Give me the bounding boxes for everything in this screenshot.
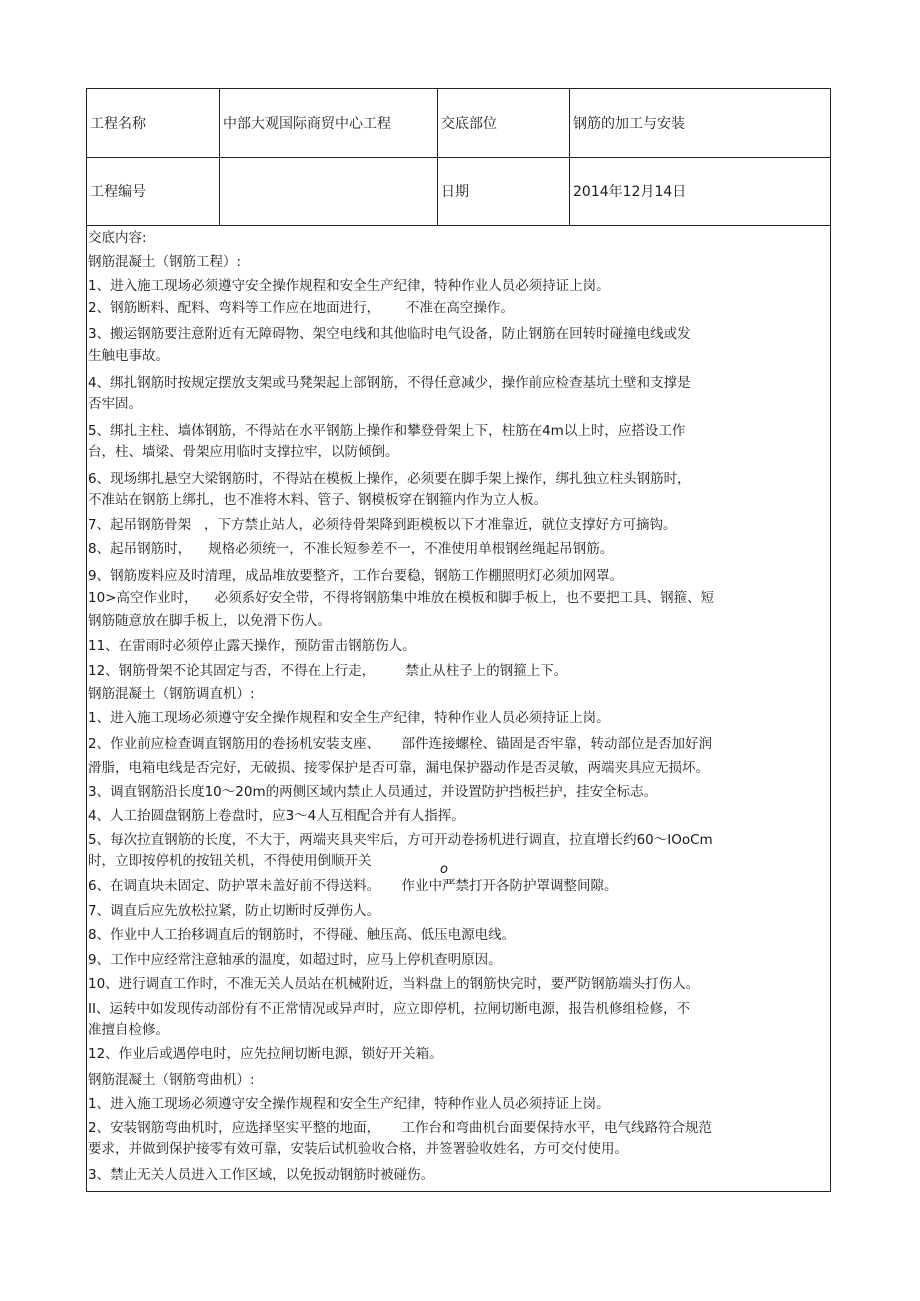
content-line: 3、调直钢筋沿长度10～20m的两侧区域内禁止人员通过，并设置防护挡板拦护，挂安全标志。 xyxy=(88,784,658,800)
disclosure-part-label: 交底部位 xyxy=(441,116,497,132)
content-line: 9、工作中应经常注意轴承的温度，如超过时，应马上停机查明原因。 xyxy=(88,952,502,968)
content-line: 不准站在钢筋上绑扎，也不准将木料、管子、钢模板穿在钢箍内作为立人板。 xyxy=(88,492,547,508)
row-divider xyxy=(86,225,831,226)
disclosure-part-value: 钢筋的加工与安装 xyxy=(573,116,685,132)
content-line: 10>高空作业时， 必须系好安全带，不得将钢筋集中堆放在模板和脚手板上，也不要把工具、钢箍、短 xyxy=(88,590,715,606)
content-line: 要求，并做到保护接零有效可靠，安装后试机验收合格，并签署验收姓名，方可交付使用。 xyxy=(88,1141,628,1157)
content-line: 交底内容: xyxy=(88,230,147,246)
content-line: 台，柱、墙梁、骨架应用临时支撑拉牢，以防倾倒。 xyxy=(88,444,399,460)
content-line: 钢筋随意放在脚手板上，以免滑下伤人。 xyxy=(88,613,331,629)
content-line: 钢筋混凝土（钢筋工程）: xyxy=(88,254,242,270)
content-line: 生触电事故。 xyxy=(88,348,169,364)
content-line: 5、每次拉直钢筋的长度，不大于，两端夹具夹牢后，方可开动卷扬机进行调直，拉直增长约60～IOoCm xyxy=(88,832,713,848)
content-line: 6、在调直块未固定、防护罩未盖好前不得送料。 作业中严禁打开各防护罩调整间隙。 xyxy=(88,878,618,894)
content-line: 7、起吊钢筋骨架 ，下方禁止站人，必须待骨架降到距模板以下才准靠近，就位支撑好方可摘钩。 xyxy=(88,517,677,533)
content-line: 1、进入施工现场必须遵守安全操作规程和安全生产纪律，特种作业人员必须持证上岗。 xyxy=(88,278,610,294)
stray-mark: o xyxy=(440,862,448,877)
content-line: 9、钢筋废料应及时清理，成品堆放要整齐，工作台要稳，钢筋工作棚照明灯必须加网罩。 xyxy=(88,568,624,584)
content-line: 2、作业前应检查调直钢筋用的卷扬机安装支座、 部件连接螺栓、锚固是否牢靠，转动部位是否加好润 xyxy=(88,736,713,752)
content-line: 12、钢筋骨架不论其固定与否，不得在上行走， 禁止从柱子上的钢箍上下。 xyxy=(88,663,568,679)
content-line: 1、进入施工现场必须遵守安全操作规程和安全生产纪律，特种作业人员必须持证上岗。 xyxy=(88,710,610,726)
content-line: 11、在雷雨时必须停止露天操作，预防雷击钢筋伤人。 xyxy=(88,638,416,654)
column-divider xyxy=(219,88,220,226)
content-line: 4、绑扎钢筋时按规定摆放支架或马凳架起上部钢筋，不得任意减少，操作前应检查基坑土壁和支撑是 xyxy=(88,375,691,391)
content-line: 10、进行调直工作时，不准无关人员站在机械附近，当料盘上的钢筋快完时，要严防钢筋端头打伤人。 xyxy=(88,976,700,992)
column-divider xyxy=(569,88,570,226)
date-label: 日期 xyxy=(441,184,469,200)
project-no-label: 工程编号 xyxy=(90,184,146,200)
content-line: 8、起吊钢筋时， 规格必须统一，不准长短参差不一，不准使用单根钢丝绳起吊钢筋。 xyxy=(88,541,614,557)
content-line: 准擅自检修。 xyxy=(88,1022,169,1038)
content-line: 6、现场绑扎悬空大梁钢筋时，不得站在模板上操作，必须要在脚手架上操作，绑扎独立柱头钢筋时， xyxy=(88,471,691,487)
content-line: 2、钢筋断料、配料、弯料等工作应在地面进行， 不准在高空操作。 xyxy=(88,300,514,316)
content-line: 钢筋混凝土（钢筋调直机）: xyxy=(88,686,255,702)
content-line: 12、作业后或遇停电时，应先拉闸切断电源，锁好开关箱。 xyxy=(88,1046,443,1062)
content-line: 5、绑扎主柱、墙体钢筋，不得站在水平钢筋上操作和攀登骨架上下，柱筋在4m以上时，应搭设工作 xyxy=(88,423,686,439)
content-line: 4、人工抬圆盘钢筋上卷盘时，应3～4人互相配合并有人指挥。 xyxy=(88,808,465,824)
content-line: 7、调直后应先放松拉紧，防止切断时反弹伤人。 xyxy=(88,903,381,919)
content-line: 时，立即按停机的按钮关机，不得使用倒顺开关 xyxy=(88,853,372,869)
content-line: 滑脂，电箱电线是否完好，无破损、接零保护是否可靠，漏电保护器动作是否灵敏，两端夹具应无损坏。 xyxy=(88,760,709,776)
project-name-value: 中部大观国际商贸中心工程 xyxy=(223,116,391,132)
content-line: 2、安装钢筋弯曲机时，应选择坚实平整的地面， 工作台和弯曲机台面要保持水平，电气线路符合规范 xyxy=(88,1120,713,1136)
content-line: 钢筋混凝土（钢筋弯曲机）: xyxy=(88,1072,255,1088)
date-value: 2014年12月14日 xyxy=(573,184,687,200)
content-line: 否牢固。 xyxy=(88,396,142,412)
content-line: 1、进入施工现场必须遵守安全操作规程和安全生产纪律，特种作业人员必须持证上岗。 xyxy=(88,1096,610,1112)
content-line: 3、禁止无关人员进入工作区域，以免扳动钢筋时被碰伤。 xyxy=(88,1167,435,1183)
content-line: 3、搬运钢筋要注意附近有无障碍物、架空电线和其他临时电气设备，防止钢筋在回转时碰撞电线或发 xyxy=(88,326,691,342)
row-divider xyxy=(86,157,831,158)
column-divider xyxy=(437,88,438,226)
content-line: II、运转中如发现传动部份有不正常情况或异声时，应立即停机，拉闸切断电源，报告机修组检修，不 xyxy=(88,1001,690,1017)
project-name-label: 工程名称 xyxy=(90,116,146,132)
content-line: 8、作业中人工抬移调直后的钢筋时，不得碰、触压高、低压电源电线。 xyxy=(88,927,516,943)
